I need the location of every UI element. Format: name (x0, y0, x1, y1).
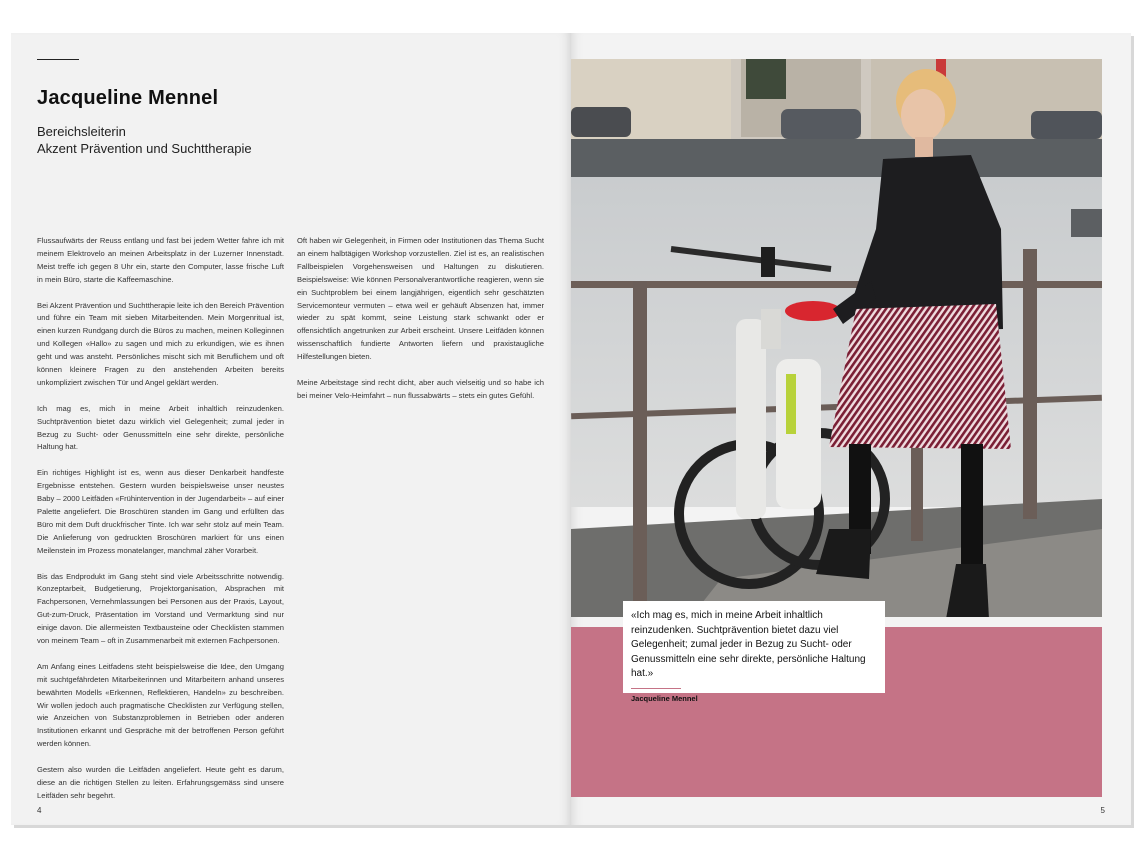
page-number-left: 4 (37, 806, 42, 815)
quote-text: «Ich mag es, mich in meine Arbeit inhaltlich reinzudenken. Suchtprävention bietet dazu viel Gelegenheit; zumal jeder in Bezug zu Sucht- oder Genussmitteln eine sehr direkte, persönliche Haltung hat.» (631, 610, 866, 679)
paragraph: Am Anfang eines Leitfadens steht beispielsweise die Idee, den Umgang mit suchtgefährdeten Mitarbeiterinnen und Mitarbeitern anhand unseres bewährten Modells «Erkennen, Reflektieren, Handeln» zu beschreiben. Wir wollen jedoch auch pragmatische Checklisten zur Verfügung stellen, wie Anzeichen von Substanzproblemen in Betrieben oder anderen Institutionen erkannt und Gespräche mit der betroffenen Person geführt werden können. (37, 661, 284, 749)
pull-quote (623, 601, 885, 703)
role-line-2: Akzent Prävention und Suchttherapie (37, 141, 252, 156)
quote-author: Jacqueline Mennel (631, 693, 698, 703)
page-number-right: 5 (1100, 806, 1105, 815)
photo-illustration (571, 59, 1102, 617)
brochure-spread (11, 33, 1131, 825)
left-page (11, 33, 571, 825)
text-column-1 (37, 235, 284, 816)
paragraph: Ein richtiges Highlight ist es, wenn aus dieser Denkarbeit handfeste Ergebnisse entstehen. Gestern wurden beispielsweise unser neustes Baby – 2000 Leitfäden «Frühintervention in der Jugendarbeit» – auf einer Palette angeliefert. Die Broschüren standen im Gang und erfüllten das Büro mit dem Duft druckfrischer Tinte. Ich war sehr stolz auf mein Team. Die Anlieferung von gedruckten Broschüren markiert für uns einen Meilenstein im Prozess monatelanger, manchmal zäher Vorarbeit. (37, 468, 284, 555)
role-line-1: Bereichsleiterin (37, 124, 126, 139)
quote-rule (631, 688, 681, 689)
portrait-photo (571, 59, 1102, 617)
person-name: Jacqueline Mennel (37, 87, 219, 109)
title-rule (37, 59, 79, 60)
right-page (571, 33, 1131, 825)
paragraph: Flussaufwärts der Reuss entlang und fast bei jedem Wetter fahre ich mit meinem Elektrovelo an meinen Arbeitsplatz in der Luzerner Innenstadt. Meist treffe ich gegen 8 Uhr ein, starte den Computer, lasse frische Luft in mein Büro, starte die Kaffeemaschine. (37, 236, 284, 284)
text-column-2 (297, 235, 544, 416)
paragraph: Bis das Endprodukt im Gang steht sind viele Arbeitsschritte notwendig. Konzeptarbeit, Budgetierung, Projektorganisation, Absprachen mit Fachpersonen, Vernehmlassungen bei Personen aus der Praxis, Layout, Gut-zum-Druck, Präsentation im Vorstand und Vermarktung sind nur einige davon. Die allermeisten Textbausteine oder Checklisten stammen von meinem Team – oft in Zusammenarbeit mit externen Fachpersonen. (37, 571, 284, 646)
paragraph: Bei Akzent Prävention und Suchttherapie leite ich den Bereich Prävention und führe ein Team mit sieben Mitarbeitenden. Mein Morgenritual ist, einen kurzen Rundgang durch die Büros zu machen, meinen Kolleginnen und Kollegen «Hallo» zu sagen und mich zu erkundigen, wie es ihnen geht und was ansteht. Persönliches mischt sich mit Beruflichem und oft können kleinere Fragen zu den anstehenden Arbeiten bereits unkompliziert zwischen Tür und Angel geklärt werden. (37, 300, 284, 387)
paragraph: Meine Arbeitstage sind recht dicht, aber auch vielseitig und so habe ich bei meiner Velo-Heimfahrt – nun flussabwärts – stets ein gutes Gefühl. (297, 377, 544, 400)
paragraph: Ich mag es, mich in meine Arbeit inhaltlich reinzudenken. Suchtprävention bietet dazu wirklich viel Gelegenheit; zumal jeder in Bezug zu Sucht- oder Genussmitteln eine sehr direkte, persönliche Haltung hat. (37, 403, 284, 452)
paragraph: Gestern also wurden die Leitfäden angeliefert. Heute geht es darum, diese an die richtigen Stellen zu leiten. Erfahrungsgemäss sind unsere Leitfäden sehr begehrt. (37, 765, 284, 800)
paragraph: Oft haben wir Gelegenheit, in Firmen oder Institutionen das Thema Sucht an einem halbtägigen Workshop vorzustellen. Ziel ist es, an realistischen Fallbeispielen Vorgehensweisen und Haltungen zu diskutieren. Beispielsweise: Wie können Personalverantwortliche reagieren, wenn sie ein Suchtproblem bei einem langjährigen, eigentlich sehr geschätzten Servicemonteur vermuten – etwa weil er gehäuft Absenzen hat, immer wieder zu spät kommt, seine Leistung stark schwankt oder er offensichtlich angetrunken zur Arbeit erscheint. Unsere Leitfäden können wissenschaftlich fundierte Antworten liefern und praxistaugliche Hilfestellungen bieten. (297, 236, 544, 362)
person-role (37, 123, 252, 157)
